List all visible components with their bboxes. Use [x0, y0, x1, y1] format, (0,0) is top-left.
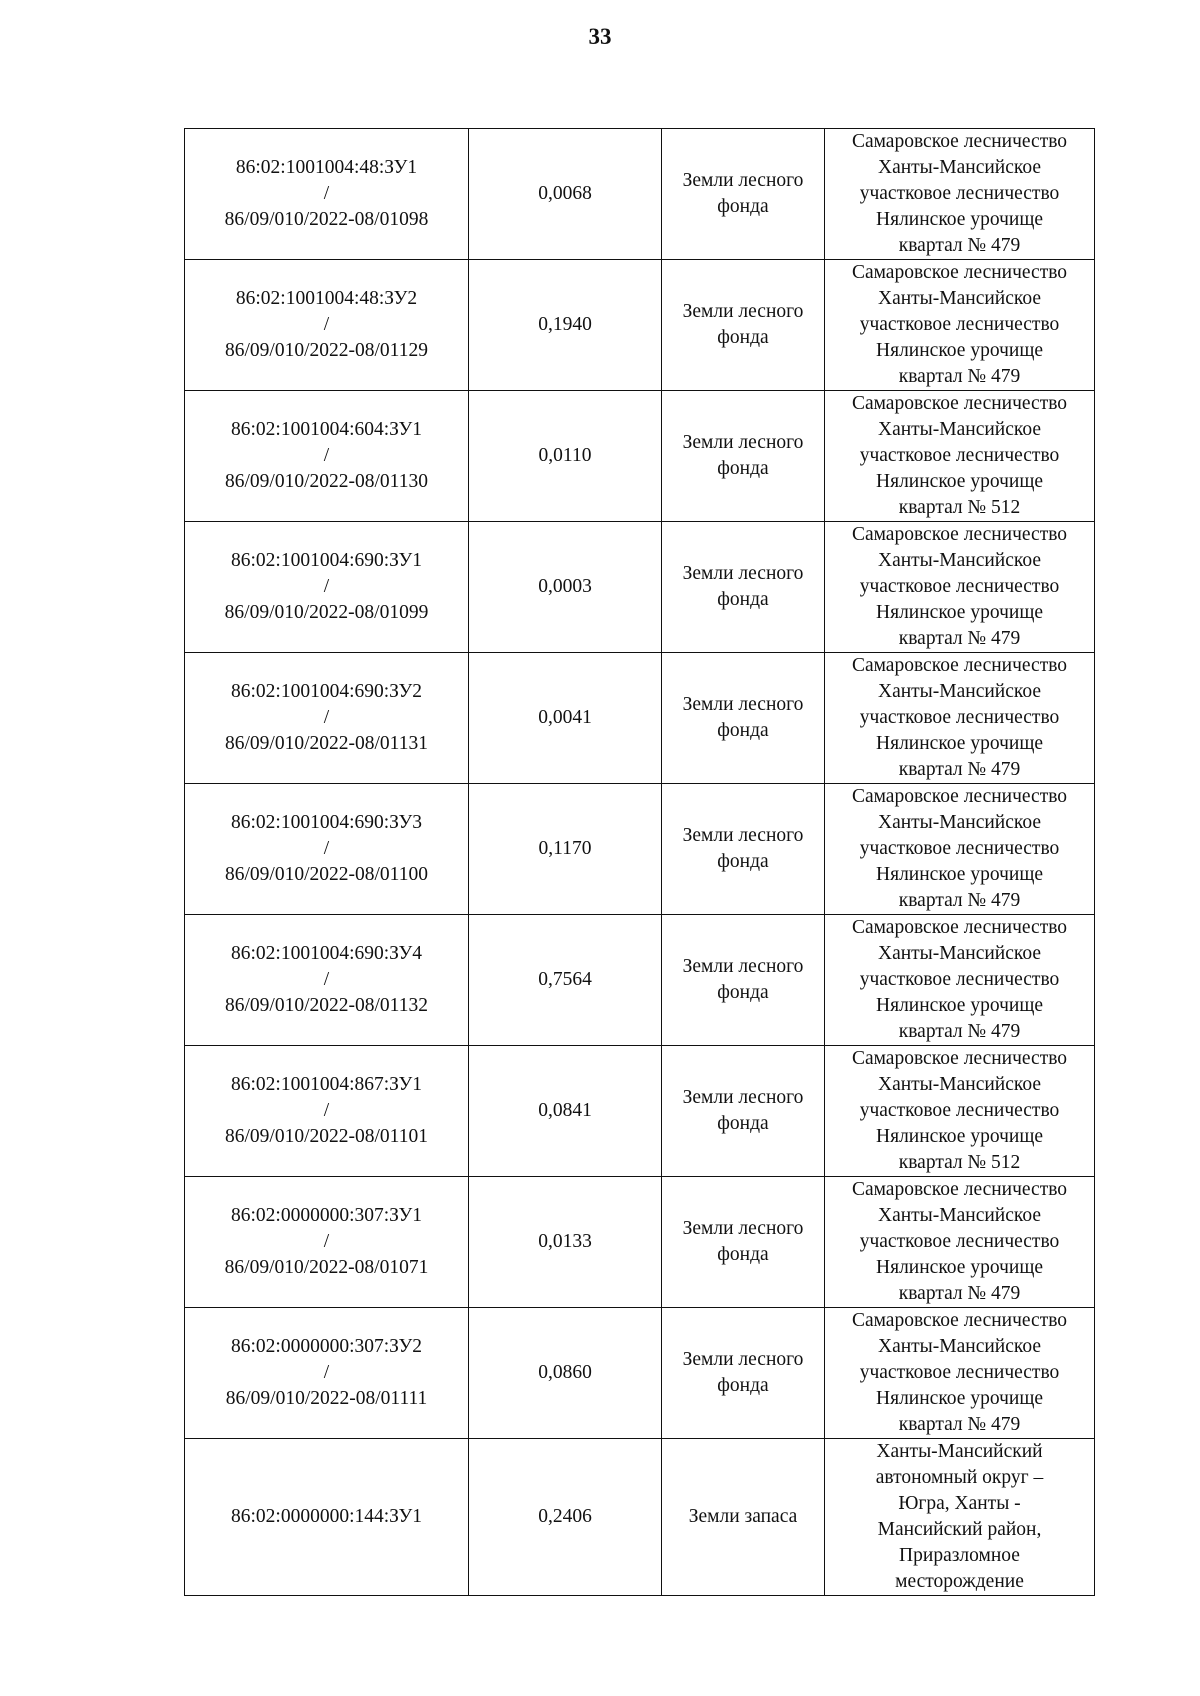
cadastral-number: 86:02:1001004:690:ЗУ4: [230, 943, 422, 964]
table-row: [185, 653, 1095, 784]
land-plots-table: [184, 128, 1095, 1596]
location-line: Самаровское лесничество: [851, 1048, 1068, 1069]
location-line: Самаровское лесничество: [851, 262, 1068, 283]
separator: /: [323, 183, 330, 204]
cadastral-number: 86:02:1001004:867:ЗУ1: [230, 1074, 422, 1095]
location-line: участковое лесничество: [859, 707, 1060, 728]
location-line: Ханты-Мансийское: [877, 288, 1042, 309]
location-line: участковое лесничество: [859, 445, 1060, 466]
registration-number: 86/09/010/2022-08/01071: [224, 1257, 429, 1278]
land-category-line: фонда: [717, 196, 769, 217]
location-line: Нялинское урочище: [876, 1388, 1043, 1409]
location-line: квартал № 479: [898, 366, 1021, 387]
location-cell: [825, 784, 1095, 915]
land-category-line: Земли запаса: [688, 1506, 798, 1527]
table-row: [185, 129, 1095, 260]
location-line: квартал № 479: [898, 235, 1021, 256]
location-cell: [825, 915, 1095, 1046]
location-line: Ханты-Мансийское: [877, 943, 1042, 964]
land-category-line: Земли лесного: [682, 694, 804, 715]
land-category-line: Земли лесного: [682, 825, 804, 846]
land-category-line: фонда: [717, 720, 769, 741]
location-line: квартал № 479: [898, 759, 1021, 780]
registration-number: 86/09/010/2022-08/01111: [225, 1388, 428, 1409]
registration-number: 86/09/010/2022-08/01131: [225, 733, 428, 754]
separator: /: [323, 838, 330, 859]
location-cell: [825, 1046, 1095, 1177]
table-row: [185, 260, 1095, 391]
land-category-line: Земли лесного: [682, 301, 804, 322]
land-category-cell: [662, 653, 825, 784]
location-line: участковое лесничество: [859, 838, 1060, 859]
location-line: автономный округ –: [875, 1467, 1044, 1488]
cadastral-number: 86:02:0000000:307:ЗУ2: [230, 1336, 422, 1357]
area-cell: 0,0041: [469, 653, 662, 784]
land-category-line: Земли лесного: [682, 956, 804, 977]
location-line: квартал № 512: [898, 1152, 1021, 1173]
registration-number: 86/09/010/2022-08/01099: [224, 602, 429, 623]
area-cell: 0,0003: [469, 522, 662, 653]
land-category-line: фонда: [717, 1244, 769, 1265]
table-row: [185, 391, 1095, 522]
location-cell: [825, 653, 1095, 784]
separator: /: [323, 1100, 330, 1121]
location-line: Нялинское урочище: [876, 1257, 1043, 1278]
location-line: квартал № 479: [898, 628, 1021, 649]
area-cell: 0,2406: [469, 1439, 662, 1596]
location-line: Самаровское лесничество: [851, 786, 1068, 807]
location-line: Ханты-Мансийский: [876, 1441, 1043, 1462]
location-line: Югра, Ханты -: [898, 1493, 1021, 1514]
location-line: Самаровское лесничество: [851, 393, 1068, 414]
registration-number: 86/09/010/2022-08/01098: [224, 209, 429, 230]
location-line: Нялинское урочище: [876, 733, 1043, 754]
cadastral-number-cell: [185, 391, 469, 522]
table-row: [185, 1177, 1095, 1308]
location-line: Ханты-Мансийское: [877, 1074, 1042, 1095]
location-line: Мансийский район,: [877, 1519, 1042, 1540]
location-line: участковое лесничество: [859, 969, 1060, 990]
cadastral-number: 86:02:1001004:690:ЗУ1: [230, 550, 422, 571]
location-line: Ханты-Мансийское: [877, 550, 1042, 571]
area-cell: 0,1940: [469, 260, 662, 391]
location-line: Ханты-Мансийское: [877, 1336, 1042, 1357]
land-category-line: фонда: [717, 1113, 769, 1134]
table-row: [185, 522, 1095, 653]
location-line: Приразломное: [899, 1545, 1020, 1566]
registration-number: 86/09/010/2022-08/01100: [225, 864, 428, 885]
land-category-line: Земли лесного: [682, 563, 804, 584]
location-line: Ханты-Мансийское: [877, 812, 1042, 833]
separator: /: [323, 707, 330, 728]
registration-number: 86/09/010/2022-08/01101: [225, 1126, 428, 1147]
location-line: Нялинское урочище: [876, 471, 1043, 492]
cadastral-number: 86:02:1001004:604:ЗУ1: [230, 419, 422, 440]
land-category-line: фонда: [717, 327, 769, 348]
location-line: месторождение: [895, 1571, 1024, 1592]
land-category-cell: [662, 391, 825, 522]
cadastral-number: 86:02:0000000:144:ЗУ1: [230, 1506, 422, 1527]
location-line: участковое лесничество: [859, 1362, 1060, 1383]
cadastral-number-cell: [185, 784, 469, 915]
cadastral-number-cell: [185, 1439, 469, 1596]
land-category-line: Земли лесного: [682, 170, 804, 191]
location-line: участковое лесничество: [859, 576, 1060, 597]
location-line: Ханты-Мансийское: [877, 681, 1042, 702]
cadastral-number-cell: [185, 260, 469, 391]
location-line: Ханты-Мансийское: [877, 1205, 1042, 1226]
cadastral-number-cell: [185, 1177, 469, 1308]
land-category-cell: [662, 784, 825, 915]
separator: /: [323, 445, 330, 466]
location-line: Нялинское урочище: [876, 602, 1043, 623]
location-line: Нялинское урочище: [876, 864, 1043, 885]
location-line: квартал № 479: [898, 1283, 1021, 1304]
registration-number: 86/09/010/2022-08/01129: [225, 340, 428, 361]
cadastral-number-cell: [185, 1046, 469, 1177]
location-line: Самаровское лесничество: [851, 1179, 1068, 1200]
cadastral-number-cell: [185, 522, 469, 653]
cadastral-number-cell: [185, 1308, 469, 1439]
land-category-line: Земли лесного: [682, 432, 804, 453]
location-cell: [825, 129, 1095, 260]
cadastral-number: 86:02:1001004:48:ЗУ1: [235, 157, 418, 178]
land-category-line: Земли лесного: [682, 1218, 804, 1239]
location-line: квартал № 479: [898, 890, 1021, 911]
cadastral-number: 86:02:1001004:690:ЗУ2: [230, 681, 422, 702]
land-category-line: Земли лесного: [682, 1349, 804, 1370]
registration-number: 86/09/010/2022-08/01132: [225, 995, 428, 1016]
separator: /: [323, 1362, 330, 1383]
location-line: Самаровское лесничество: [851, 917, 1068, 938]
separator: /: [323, 969, 330, 990]
location-line: Нялинское урочище: [876, 209, 1043, 230]
location-cell: [825, 1308, 1095, 1439]
location-line: квартал № 479: [898, 1021, 1021, 1042]
land-category-cell: [662, 1439, 825, 1596]
location-line: участковое лесничество: [859, 1231, 1060, 1252]
land-category-cell: [662, 522, 825, 653]
table-row: [185, 1439, 1095, 1596]
location-line: Самаровское лесничество: [851, 131, 1068, 152]
cadastral-number: 86:02:0000000:307:ЗУ1: [230, 1205, 422, 1226]
location-line: участковое лесничество: [859, 314, 1060, 335]
cadastral-number-cell: [185, 915, 469, 1046]
land-category-cell: [662, 260, 825, 391]
location-line: Ханты-Мансийское: [877, 419, 1042, 440]
location-line: Ханты-Мансийское: [877, 157, 1042, 178]
land-category-line: фонда: [717, 982, 769, 1003]
land-category-cell: [662, 1308, 825, 1439]
cadastral-number: 86:02:1001004:690:ЗУ3: [230, 812, 422, 833]
land-category-line: Земли лесного: [682, 1087, 804, 1108]
land-category-line: фонда: [717, 589, 769, 610]
land-category-line: фонда: [717, 458, 769, 479]
location-line: Нялинское урочище: [876, 995, 1043, 1016]
location-line: Самаровское лесничество: [851, 655, 1068, 676]
location-line: Нялинское урочище: [876, 340, 1043, 361]
land-category-line: фонда: [717, 851, 769, 872]
area-cell: 0,0133: [469, 1177, 662, 1308]
cadastral-number-cell: [185, 653, 469, 784]
cadastral-number-cell: [185, 129, 469, 260]
page-number: 33: [588, 24, 612, 49]
area-cell: 0,0860: [469, 1308, 662, 1439]
land-category-cell: [662, 1046, 825, 1177]
area-cell: 0,7564: [469, 915, 662, 1046]
location-cell: [825, 260, 1095, 391]
separator: /: [323, 314, 330, 335]
table-row: [185, 1046, 1095, 1177]
location-cell: [825, 391, 1095, 522]
area-cell: 0,0841: [469, 1046, 662, 1177]
table-row: [185, 784, 1095, 915]
cadastral-number: 86:02:1001004:48:ЗУ2: [235, 288, 418, 309]
land-category-cell: [662, 129, 825, 260]
location-line: Самаровское лесничество: [851, 1310, 1068, 1331]
location-line: квартал № 479: [898, 1414, 1021, 1435]
location-cell: [825, 522, 1095, 653]
separator: /: [323, 576, 330, 597]
land-category-line: фонда: [717, 1375, 769, 1396]
table-row: [185, 1308, 1095, 1439]
land-category-cell: [662, 1177, 825, 1308]
location-line: участковое лесничество: [859, 183, 1060, 204]
table-row: [185, 915, 1095, 1046]
area-cell: 0,0110: [469, 391, 662, 522]
area-cell: 0,0068: [469, 129, 662, 260]
location-line: участковое лесничество: [859, 1100, 1060, 1121]
location-line: квартал № 512: [898, 497, 1021, 518]
location-line: Нялинское урочище: [876, 1126, 1043, 1147]
location-cell: [825, 1177, 1095, 1308]
location-cell: [825, 1439, 1095, 1596]
location-line: Самаровское лесничество: [851, 524, 1068, 545]
area-cell: 0,1170: [469, 784, 662, 915]
separator: /: [323, 1231, 330, 1252]
registration-number: 86/09/010/2022-08/01130: [225, 471, 428, 492]
land-category-cell: [662, 915, 825, 1046]
